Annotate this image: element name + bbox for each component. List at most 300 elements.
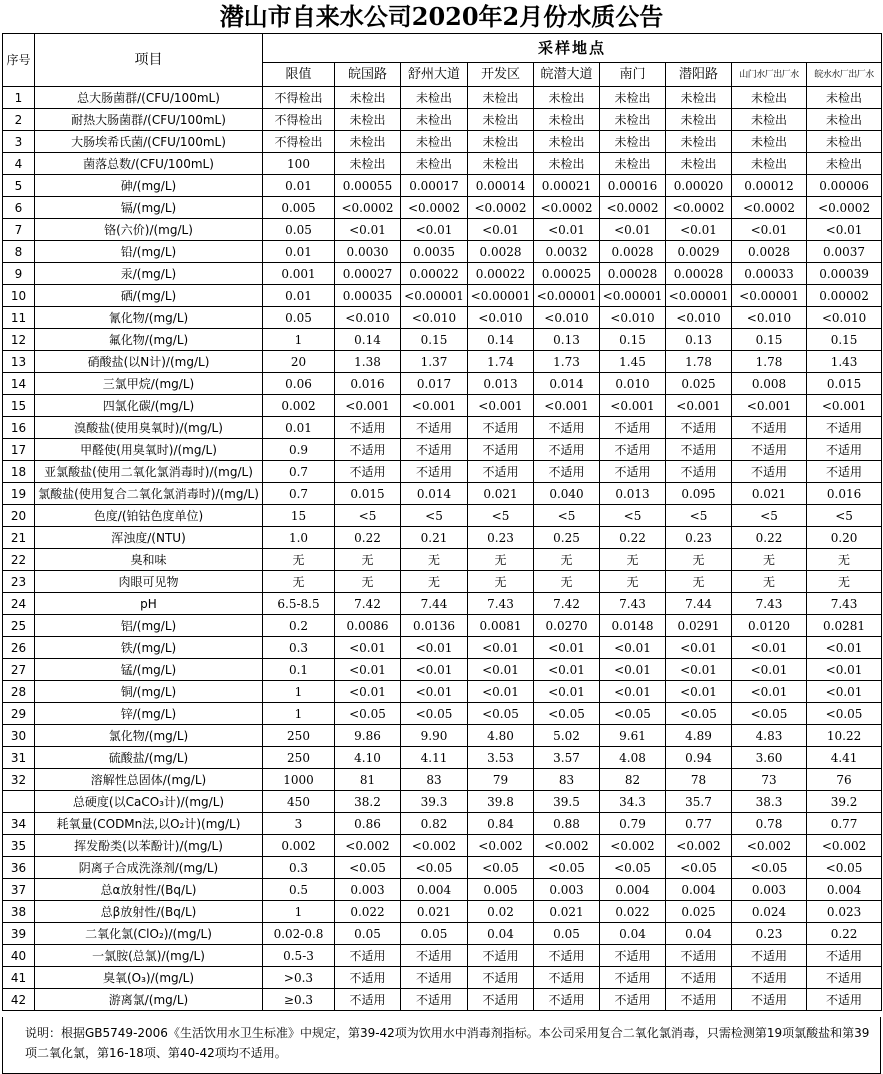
- row-limit: 450: [263, 791, 335, 813]
- table-row: [3, 131, 882, 153]
- row-value: 0.021: [468, 483, 534, 505]
- row-value: 未检出: [666, 131, 732, 153]
- row-number: 14: [3, 373, 35, 395]
- table-row: [3, 791, 882, 813]
- row-value: 0.022: [335, 901, 401, 923]
- row-value: <0.010: [807, 307, 882, 329]
- row-limit: 20: [263, 351, 335, 373]
- row-number: [3, 791, 35, 813]
- row-value: 0.0270: [534, 615, 600, 637]
- row-value: 7.44: [401, 593, 468, 615]
- row-value: 5.02: [534, 725, 600, 747]
- row-value: 0.23: [468, 527, 534, 549]
- row-value: <0.00001: [732, 285, 807, 307]
- row-value: <0.01: [600, 681, 666, 703]
- row-value: 无: [732, 549, 807, 571]
- row-value: <5: [600, 505, 666, 527]
- row-limit: 0.7: [263, 483, 335, 505]
- row-value: 0.88: [534, 813, 600, 835]
- row-value: 0.00006: [807, 175, 882, 197]
- row-value: 81: [335, 769, 401, 791]
- row-value: 7.44: [666, 593, 732, 615]
- row-limit: 0.3: [263, 857, 335, 879]
- row-number: 30: [3, 725, 35, 747]
- row-value: <0.001: [468, 395, 534, 417]
- row-value: 0.05: [401, 923, 468, 945]
- row-value: <5: [468, 505, 534, 527]
- row-value: 不适用: [666, 439, 732, 461]
- table-row: [3, 395, 882, 417]
- row-value: 未检出: [600, 131, 666, 153]
- row-value: <0.01: [807, 659, 882, 681]
- row-limit: 1: [263, 681, 335, 703]
- row-item: 硫酸盐/(mg/L): [35, 747, 263, 769]
- page-title: 潜山市自来水公司2020年2月份水质公告: [219, 2, 664, 31]
- row-value: <0.01: [732, 637, 807, 659]
- row-value: 0.15: [807, 329, 882, 351]
- row-number: 11: [3, 307, 35, 329]
- row-value: 无: [666, 571, 732, 593]
- row-value: 9.86: [335, 725, 401, 747]
- row-item: 锌/(mg/L): [35, 703, 263, 725]
- row-value: <0.01: [468, 681, 534, 703]
- row-value: 不适用: [732, 439, 807, 461]
- row-limit: 0.01: [263, 417, 335, 439]
- row-value: <0.00001: [666, 285, 732, 307]
- row-item: 硒/(mg/L): [35, 285, 263, 307]
- header-location: 山门水厂出厂水: [732, 63, 807, 87]
- row-item: 汞/(mg/L): [35, 263, 263, 285]
- row-value: 82: [600, 769, 666, 791]
- footnote: 说明：根据GB5749-2006《生活饮用水卫生标准》中规定，第39-42项为饮用水中消毒剂指标。本公司采用复合二氧化氯消毒，只需检测第19项氯酸盐和第39项二氧化氯，第16-18项、第40-42项均不适用。: [2, 1017, 881, 1074]
- water-quality-table: [2, 33, 882, 1011]
- row-value: <0.010: [401, 307, 468, 329]
- table-row: [3, 813, 882, 835]
- row-value: 不适用: [600, 439, 666, 461]
- row-value: 不适用: [534, 989, 600, 1011]
- row-value: 0.23: [666, 527, 732, 549]
- table-row: [3, 329, 882, 351]
- row-value: 39.2: [807, 791, 882, 813]
- table-row: [3, 109, 882, 131]
- row-number: 20: [3, 505, 35, 527]
- row-value: <0.05: [666, 703, 732, 725]
- table-row: [3, 373, 882, 395]
- row-number: 32: [3, 769, 35, 791]
- row-value: 不适用: [600, 461, 666, 483]
- row-value: 39.3: [401, 791, 468, 813]
- row-value: 不适用: [534, 945, 600, 967]
- row-value: 未检出: [468, 109, 534, 131]
- row-value: <0.00001: [401, 285, 468, 307]
- row-value: 不适用: [335, 417, 401, 439]
- row-value: 7.43: [468, 593, 534, 615]
- table-row: [3, 505, 882, 527]
- row-limit: 250: [263, 725, 335, 747]
- row-value: <0.01: [534, 637, 600, 659]
- row-value: 4.41: [807, 747, 882, 769]
- row-number: 36: [3, 857, 35, 879]
- row-value: 未检出: [534, 109, 600, 131]
- row-item: 铅/(mg/L): [35, 241, 263, 263]
- row-value: 0.0086: [335, 615, 401, 637]
- header-seq: 序号: [3, 34, 35, 87]
- row-value: 未检出: [335, 109, 401, 131]
- row-limit: 0.01: [263, 175, 335, 197]
- row-value: 1.78: [666, 351, 732, 373]
- row-value: <0.002: [335, 835, 401, 857]
- row-value: 无: [807, 549, 882, 571]
- row-item: 肉眼可见物: [35, 571, 263, 593]
- row-value: 无: [600, 571, 666, 593]
- row-number: 22: [3, 549, 35, 571]
- row-value: 未检出: [335, 153, 401, 175]
- row-item: pH: [35, 593, 263, 615]
- row-value: 0.016: [335, 373, 401, 395]
- row-value: 7.43: [600, 593, 666, 615]
- row-number: 3: [3, 131, 35, 153]
- table-row: [3, 835, 882, 857]
- table-row: [3, 263, 882, 285]
- row-number: 26: [3, 637, 35, 659]
- row-value: 0.22: [600, 527, 666, 549]
- row-value: 不适用: [534, 417, 600, 439]
- row-value: <0.001: [335, 395, 401, 417]
- row-value: 0.00025: [534, 263, 600, 285]
- table-row: [3, 681, 882, 703]
- row-item: 铬(六价)/(mg/L): [35, 219, 263, 241]
- row-value: 0.77: [666, 813, 732, 835]
- row-value: 0.023: [807, 901, 882, 923]
- row-value: 0.00033: [732, 263, 807, 285]
- row-value: 1.78: [732, 351, 807, 373]
- row-value: 未检出: [401, 131, 468, 153]
- row-limit: 0.1: [263, 659, 335, 681]
- row-item: 挥发酚类(以苯酚计)/(mg/L): [35, 835, 263, 857]
- row-value: <5: [401, 505, 468, 527]
- row-value: 未检出: [666, 109, 732, 131]
- table-row: [3, 219, 882, 241]
- row-value: 76: [807, 769, 882, 791]
- row-value: 0.004: [666, 879, 732, 901]
- row-value: 0.05: [534, 923, 600, 945]
- row-value: 0.22: [335, 527, 401, 549]
- row-value: 0.014: [534, 373, 600, 395]
- row-value: 0.00035: [335, 285, 401, 307]
- row-value: 0.00012: [732, 175, 807, 197]
- row-value: <0.05: [666, 857, 732, 879]
- row-value: 不适用: [807, 967, 882, 989]
- row-value: <0.002: [534, 835, 600, 857]
- row-value: <0.0002: [807, 197, 882, 219]
- row-value: 无: [335, 571, 401, 593]
- row-number: 23: [3, 571, 35, 593]
- row-value: <0.05: [401, 703, 468, 725]
- table-row: [3, 703, 882, 725]
- row-value: <0.001: [666, 395, 732, 417]
- row-value: <0.010: [600, 307, 666, 329]
- row-value: 无: [401, 571, 468, 593]
- row-limit: 0.5-3: [263, 945, 335, 967]
- row-value: 0.010: [600, 373, 666, 395]
- row-value: 0.095: [666, 483, 732, 505]
- row-value: 不适用: [666, 989, 732, 1011]
- row-limit: 无: [263, 549, 335, 571]
- row-limit: 1: [263, 329, 335, 351]
- row-value: 不适用: [666, 461, 732, 483]
- row-value: 不适用: [468, 989, 534, 1011]
- table-row: [3, 87, 882, 109]
- row-value: 未检出: [666, 87, 732, 109]
- row-item: 菌落总数/(CFU/100mL): [35, 153, 263, 175]
- row-number: 17: [3, 439, 35, 461]
- table-row: [3, 901, 882, 923]
- table-row: [3, 527, 882, 549]
- row-limit: 0.001: [263, 263, 335, 285]
- row-value: 不适用: [732, 967, 807, 989]
- row-value: 0.003: [732, 879, 807, 901]
- row-value: 0.003: [335, 879, 401, 901]
- row-item: 溶解性总固体/(mg/L): [35, 769, 263, 791]
- row-value: 0.14: [468, 329, 534, 351]
- row-value: <0.01: [666, 659, 732, 681]
- row-value: 0.0037: [807, 241, 882, 263]
- row-value: <5: [335, 505, 401, 527]
- row-value: 3.53: [468, 747, 534, 769]
- row-item: 三氯甲烷/(mg/L): [35, 373, 263, 395]
- row-item: 一氯胺(总氯)/(mg/L): [35, 945, 263, 967]
- header-item: 项目: [35, 34, 263, 87]
- row-number: 7: [3, 219, 35, 241]
- row-item: 亚氯酸盐(使用二氧化氯消毒时)/(mg/L): [35, 461, 263, 483]
- table-row: [3, 571, 882, 593]
- row-number: 15: [3, 395, 35, 417]
- row-value: 不适用: [732, 461, 807, 483]
- row-limit: 0.01: [263, 285, 335, 307]
- row-value: <0.05: [335, 703, 401, 725]
- row-value: 0.00055: [335, 175, 401, 197]
- row-value: 不适用: [807, 417, 882, 439]
- row-value: 0.004: [600, 879, 666, 901]
- table-body: [3, 87, 882, 1011]
- row-limit: 不得检出: [263, 87, 335, 109]
- row-value: 未检出: [534, 153, 600, 175]
- row-value: 0.25: [534, 527, 600, 549]
- row-value: 0.05: [335, 923, 401, 945]
- row-item: 大肠埃希氏菌/(CFU/100mL): [35, 131, 263, 153]
- row-value: <5: [666, 505, 732, 527]
- row-limit: >0.3: [263, 967, 335, 989]
- row-value: 83: [534, 769, 600, 791]
- row-value: 0.025: [666, 901, 732, 923]
- row-value: 不适用: [335, 945, 401, 967]
- row-limit: ≥0.3: [263, 989, 335, 1011]
- row-item: 耗氧量(CODMn法,以O₂计)(mg/L): [35, 813, 263, 835]
- row-number: 24: [3, 593, 35, 615]
- row-number: 10: [3, 285, 35, 307]
- row-number: 40: [3, 945, 35, 967]
- table-row: [3, 549, 882, 571]
- row-value: 0.82: [401, 813, 468, 835]
- row-value: 无: [468, 549, 534, 571]
- row-limit: 0.002: [263, 395, 335, 417]
- row-limit: 0.5: [263, 879, 335, 901]
- row-value: 未检出: [401, 109, 468, 131]
- row-value: 0.022: [600, 901, 666, 923]
- row-number: 1: [3, 87, 35, 109]
- row-item: 镉/(mg/L): [35, 197, 263, 219]
- row-value: 0.04: [666, 923, 732, 945]
- header-row-1: [3, 34, 882, 63]
- table-row: [3, 439, 882, 461]
- row-value: 0.0281: [807, 615, 882, 637]
- row-value: <0.01: [600, 659, 666, 681]
- row-value: 不适用: [732, 417, 807, 439]
- row-value: 0.004: [401, 879, 468, 901]
- row-item: 游离氯/(mg/L): [35, 989, 263, 1011]
- row-value: 0.024: [732, 901, 807, 923]
- row-value: 0.84: [468, 813, 534, 835]
- table-row: [3, 241, 882, 263]
- row-number: 31: [3, 747, 35, 769]
- table-row: [3, 989, 882, 1011]
- row-limit: 0.7: [263, 461, 335, 483]
- row-item: 阴离子合成洗涤剂/(mg/L): [35, 857, 263, 879]
- row-value: 未检出: [666, 153, 732, 175]
- row-value: <0.01: [807, 681, 882, 703]
- table-row: [3, 879, 882, 901]
- row-value: 无: [534, 571, 600, 593]
- row-value: 3.60: [732, 747, 807, 769]
- row-value: 0.004: [807, 879, 882, 901]
- row-number: 25: [3, 615, 35, 637]
- row-value: 38.2: [335, 791, 401, 813]
- row-value: 未检出: [807, 153, 882, 175]
- row-value: 未检出: [401, 87, 468, 109]
- row-value: 0.23: [732, 923, 807, 945]
- row-value: 0.15: [401, 329, 468, 351]
- row-value: 0.013: [600, 483, 666, 505]
- row-limit: 3: [263, 813, 335, 835]
- row-item: 氟化物/(mg/L): [35, 329, 263, 351]
- row-value: 7.42: [335, 593, 401, 615]
- row-value: <0.01: [534, 219, 600, 241]
- row-number: 5: [3, 175, 35, 197]
- table-row: [3, 769, 882, 791]
- row-value: 0.00022: [468, 263, 534, 285]
- row-value: 未检出: [807, 131, 882, 153]
- row-value: 0.003: [534, 879, 600, 901]
- row-value: <0.01: [732, 681, 807, 703]
- row-value: 0.22: [732, 527, 807, 549]
- row-value: <0.01: [468, 637, 534, 659]
- row-value: 0.021: [401, 901, 468, 923]
- row-value: 1.43: [807, 351, 882, 373]
- row-value: 0.016: [807, 483, 882, 505]
- row-value: 未检出: [807, 87, 882, 109]
- row-value: 0.0028: [600, 241, 666, 263]
- row-value: 0.013: [468, 373, 534, 395]
- row-value: <0.0002: [666, 197, 732, 219]
- row-value: 不适用: [335, 967, 401, 989]
- row-value: 不适用: [534, 461, 600, 483]
- row-number: 42: [3, 989, 35, 1011]
- row-value: <0.05: [600, 857, 666, 879]
- row-value: <0.01: [534, 659, 600, 681]
- row-value: 73: [732, 769, 807, 791]
- row-value: <0.05: [335, 857, 401, 879]
- row-value: <0.0002: [335, 197, 401, 219]
- row-value: 0.0081: [468, 615, 534, 637]
- row-value: 不适用: [534, 439, 600, 461]
- row-value: 38.3: [732, 791, 807, 813]
- row-value: <0.01: [401, 659, 468, 681]
- row-number: 21: [3, 527, 35, 549]
- row-value: 0.025: [666, 373, 732, 395]
- header-location: 南门: [600, 63, 666, 87]
- row-value: 不适用: [732, 989, 807, 1011]
- row-value: 0.13: [666, 329, 732, 351]
- row-value: 不适用: [335, 989, 401, 1011]
- row-value: 0.015: [807, 373, 882, 395]
- table-row: [3, 417, 882, 439]
- row-value: <0.05: [468, 703, 534, 725]
- row-limit: 0.9: [263, 439, 335, 461]
- row-value: 不适用: [666, 417, 732, 439]
- row-item: 氯化物/(mg/L): [35, 725, 263, 747]
- row-value: 不适用: [666, 945, 732, 967]
- row-value: 无: [666, 549, 732, 571]
- row-value: 0.014: [401, 483, 468, 505]
- row-limit: 0.06: [263, 373, 335, 395]
- row-value: <0.010: [468, 307, 534, 329]
- row-item: 耐热大肠菌群/(CFU/100mL): [35, 109, 263, 131]
- row-value: 0.77: [807, 813, 882, 835]
- row-value: <0.002: [666, 835, 732, 857]
- row-value: 0.021: [732, 483, 807, 505]
- row-value: 0.20: [807, 527, 882, 549]
- table-row: [3, 857, 882, 879]
- row-limit: 0.005: [263, 197, 335, 219]
- row-value: 未检出: [335, 87, 401, 109]
- row-value: 4.08: [600, 747, 666, 769]
- row-item: 总硬度(以CaCO₃计)/(mg/L): [35, 791, 263, 813]
- row-item: 甲醛使(用臭氧时)/(mg/L): [35, 439, 263, 461]
- row-value: <0.010: [335, 307, 401, 329]
- row-limit: 250: [263, 747, 335, 769]
- row-value: 34.3: [600, 791, 666, 813]
- row-number: 9: [3, 263, 35, 285]
- row-item: 铝/(mg/L): [35, 615, 263, 637]
- row-value: 无: [600, 549, 666, 571]
- row-value: <0.01: [600, 219, 666, 241]
- row-value: <0.010: [534, 307, 600, 329]
- row-value: 39.8: [468, 791, 534, 813]
- table-row: [3, 725, 882, 747]
- row-value: <0.01: [401, 681, 468, 703]
- row-value: 0.04: [468, 923, 534, 945]
- row-limit: 100: [263, 153, 335, 175]
- row-value: 0.00002: [807, 285, 882, 307]
- row-value: 0.15: [600, 329, 666, 351]
- table-row: [3, 637, 882, 659]
- header-sampling: 采样地点: [263, 34, 882, 63]
- row-value: <0.01: [534, 681, 600, 703]
- row-value: 1.37: [401, 351, 468, 373]
- row-value: <0.002: [600, 835, 666, 857]
- row-value: <0.0002: [600, 197, 666, 219]
- row-value: <0.001: [600, 395, 666, 417]
